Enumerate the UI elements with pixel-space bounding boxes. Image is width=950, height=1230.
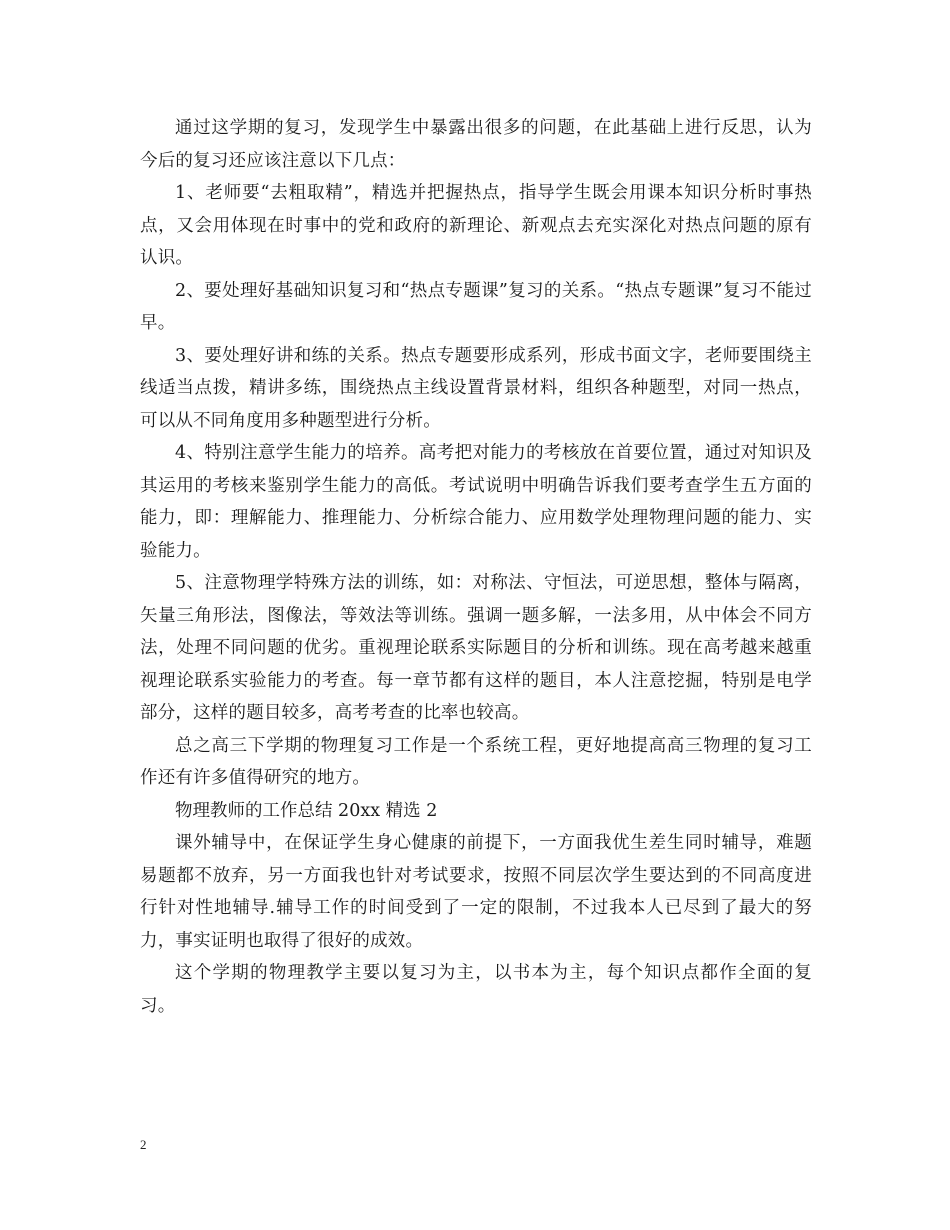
paragraph-review: 这个学期的物理教学主要以复习为主，以书本为主，每个知识点都作全面的复习。 xyxy=(140,963,812,1016)
document-body xyxy=(140,112,812,1022)
paragraph-conclusion: 总之高三下学期的物理复习工作是一个系统工程，更好地提高高三物理的复习工作还有许多值得研究的地方。 xyxy=(140,735,812,788)
paragraph-point-1: 1、老师要“去粗取精”，精选并把握热点，指导学生既会用课本知识分析时事热点，又会用体现在时事中的党和政府的新理论、新观点去充实深化对热点问题的原有认识。 xyxy=(140,183,812,268)
paragraph-point-4: 4、特别注意学生能力的培养。高考把对能力的考核放在首要位置，通过对知识及其运用的考核来鉴别学生能力的高低。考试说明中明确告诉我们要考查学生五方面的能力，即：理解能力、推理能力、分析综合能力、应用数学处理物理问题的能力、实验能力。 xyxy=(140,443,812,561)
paragraph-point-3: 3、要处理好讲和练的关系。热点专题要形成系列，形成书面文字，老师要围绕主线适当点拨，精讲多练，围绕热点主线设置背景材料，组织各种题型，对同一热点，可以从不同角度用多种题型进行分析。 xyxy=(140,345,812,431)
section-heading: 物理教师的工作总结 20xx 精选 2 xyxy=(175,800,438,821)
page-number: 2 xyxy=(140,1137,147,1152)
paragraph-point-5: 5、注意物理学特殊方法的训练，如：对称法、守恒法，可逆思想，整体与隔离，矢量三角形法，图像法，等效法等训练。强调一题多解，一法多用，从中体会不同方法，处理不同问题的优劣。重视理论联系实际题目的分析和训练。现在高考越来越重视理论联系实验能力的考查。每一章节都有这样的题目，本人注意挖掘，特别是电学部分，这样的题目较多，高考考查的比率也较高。 xyxy=(140,573,812,723)
paragraph-tutoring: 课外辅导中，在保证学生身心健康的前提下，一方面我优生差生同时辅导，难题易题都不放弃，另一方面我也针对考试要求，按照不同层次学生要达到的不同高度进行针对性地辅导.辅导工作的时间受到了一定的限制，不过我本人已尽到了最大的努力，事实证明也取得了很好的成效。 xyxy=(140,833,812,951)
paragraph-intro: 通过这学期的复习，发现学生中暴露出很多的问题，在此基础上进行反思，认为今后的复习还应该注意以下几点： xyxy=(140,118,812,171)
paragraph-point-2: 2、要处理好基础知识复习和“热点专题课”复习的关系。“热点专题课”复习不能过早。 xyxy=(140,280,812,333)
